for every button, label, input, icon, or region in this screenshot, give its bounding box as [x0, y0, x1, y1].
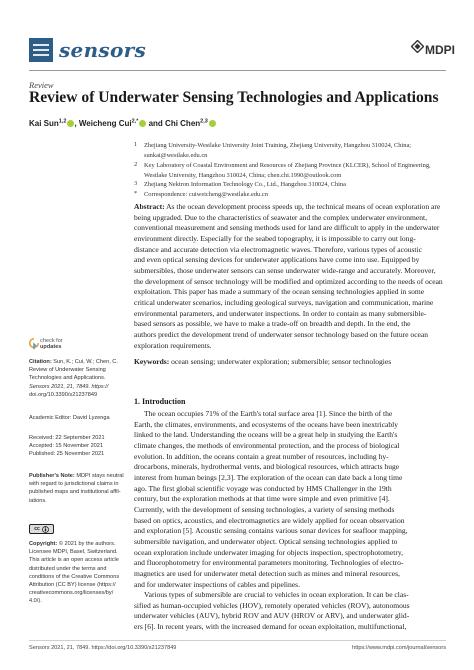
- affiliation-text: Zhejiang Nektron Information Technology Co., Ltd., Hangzhou 310024, China: [144, 181, 346, 188]
- author-name[interactable]: Chi Chen: [165, 119, 201, 128]
- abstract: Abstract: As the ocean development process speeds up, the technical means of ocean exploration are being upgraded. Due to the characteristics of seawater and the complex underwater environment, conventional measurement and sensing methods used for land are difficult to apply in the underwater environment directly. Especially for the seabed topography, it is impossible to carry out long- distance and accurate detection via electromagnetic waves. Therefore, various types of acoustic and even optical sensing devices for underwater applications have come into use. Equipped by submersibles, those underwater sensors can sense underwater wide-range and accurately. Moreover, the development of sensor technology will be modified and optimized according to the needs of ocean exploitation. This paper has made a summary of the ocean sensing technologies applied in some critical underwater scenarios, including geological surveys, navigation and communication, marine environmental parameters, and underwater inspections. In order to contain as many submersible- based sensors as possible, we have to make a trade-off on breadth and depth. In the end, the authors predict the development trend of underwater sensor technology based on the future ocean exploration requirements.: [134, 202, 443, 350]
- publication-dates: Received: 22 September 2021 Accepted: 15 November 2021 Published: 25 November 2021: [29, 435, 105, 458]
- author-affiliation-sup: 1,2: [58, 118, 67, 125]
- affiliation-text: Key Laboratory of Coastal Environment and Resources of Zhejiang Province (KLCER), School of Engineering, Westlake University, Hangzhou 310024, China; chen.chi.1990@outlook.com: [144, 162, 431, 179]
- footer-journal-link[interactable]: https://www.mdpi.com/journal/sensors: [352, 645, 446, 651]
- footer-divider: [29, 640, 446, 641]
- affiliation-number: *: [134, 190, 138, 197]
- mdpi-logo-icon: [411, 40, 424, 58]
- author-affiliation-sup: 2,3: [200, 118, 208, 125]
- publisher-name[interactable]: MDPI: [425, 43, 455, 57]
- journal-name[interactable]: sensors: [59, 38, 147, 62]
- publisher-note: Publisher's Note: MDPI stays neutral with regard to jurisdictional claims in published maps and institutional affil- iations.: [29, 473, 124, 504]
- check-for-updates-label[interactable]: check for updates: [40, 338, 63, 351]
- correspondence: Correspondence: cuiweicheng@westlake.edu.cn: [144, 191, 268, 198]
- introduction-body: The ocean occupies 71% of the Earth's total surface area [1]. Since the birth of the Earth, the climates, environments, and ecosystems of the oceans have been inextricably linked to the land. Understanding the oceans will be a great help in studying the Earth's climate changes, the methods of environmental protection, and the process of biological evolution. In addition, the oceans contain a great number of resources, including hy- drocarbons, minerals, hydrothermal vents, and biological resources, which attracts huge interest from human beings [2,3]. The exploration of the ocean can date back a long time ago. The first global scientific voyage was conducted by HMS Challenger in the 19th century, but the exploration methods at that time were simple and even primitive [4]. Currently, with the development of sensing technologies, a variety of sensing methods based on optics, acoustics, and electromagnetics are widely applied for ocean observation and exploration [5]. Acoustic sensing contains various sonar devices for seafloor mapping, submersible navigation, and underwater object. Optical sensing technologies applied to ocean exploration include underwater imaging for objects inspection, spectrophotometry, and fluorophotometry for environmental parameters monitoring. Technologies of electro- magnetics are used for underwater metal detection such as mines and mineral resources, and for underwater inspections of cables and pipelines. Various types of submersible are crucial to vehicles in ocean exploration. It can be clas- sified as human-occupied vehicles (HOV), remotely operated vehicles (ROV), autonomous underwater vehicles (AUV), hybrid ROV and AUV (HROV or ARV), and underwater glid- ers [6]. In recent years, with the increased demand for ocean exploitation, multifunctional,: [134, 409, 410, 632]
- article-title: Review of Underwater Sensing Technologies and Applications: [29, 89, 439, 106]
- copyright-block: Copyright: © 2021 by the authors. Licensee MDPI, Basel, Switzerland. This article is an open access article distributed under the terms and conditions of the Creative Commons Attribution (CC BY) license (https:// creativecommons.org/licenses/by/ 4.0/).: [29, 541, 120, 605]
- section-heading: 1. Introduction: [134, 397, 186, 406]
- affiliation-number: 2: [134, 161, 138, 168]
- footer-citation[interactable]: Sensors 2021, 21, 7849. https://doi.org/10.3390/s21237849: [29, 645, 177, 651]
- author-name[interactable]: Kai Sun: [29, 119, 59, 128]
- affiliation-number: 1: [134, 141, 138, 148]
- affiliation-number: 3: [134, 180, 138, 187]
- header-divider: [29, 70, 446, 71]
- abstract-label: Abstract:: [134, 202, 165, 211]
- sensors-logo-icon: [29, 38, 53, 62]
- affiliation-text: Zhejiang University-Westlake University Joint Training, Zhejiang University, Hangzhou 310024, China; sunkai@westlake.edu.cn: [144, 142, 412, 159]
- academic-editor: Academic Editor: David Lyzenga: [29, 415, 110, 421]
- author-list: Kai Sun$^{1,2}$ , Weicheng Cui$^{2,*}$ and Chi Chen$^{2,3}$: [29, 119, 216, 128]
- keywords: Keywords: ocean sensing; underwater exploration; submersible; sensor technologies: [134, 357, 392, 366]
- cc-by-icon[interactable]: cc: [29, 524, 54, 534]
- article-type: Review: [29, 80, 54, 90]
- check-for-updates-icon[interactable]: [29, 337, 39, 355]
- author-affiliation-sup: 2,*: [131, 118, 139, 125]
- author-name[interactable]: Weicheng Cui: [78, 119, 132, 128]
- citation-block: Citation: Sun, K.; Cui, W.; Chen, C. Review of Underwater Sensing Technologies and Applications. Sensors 2021, 21, 7849. https:// doi.org/10.3390/s21237849: [29, 359, 118, 398]
- keywords-label: Keywords:: [134, 357, 170, 366]
- orcid-icon[interactable]: [209, 120, 216, 127]
